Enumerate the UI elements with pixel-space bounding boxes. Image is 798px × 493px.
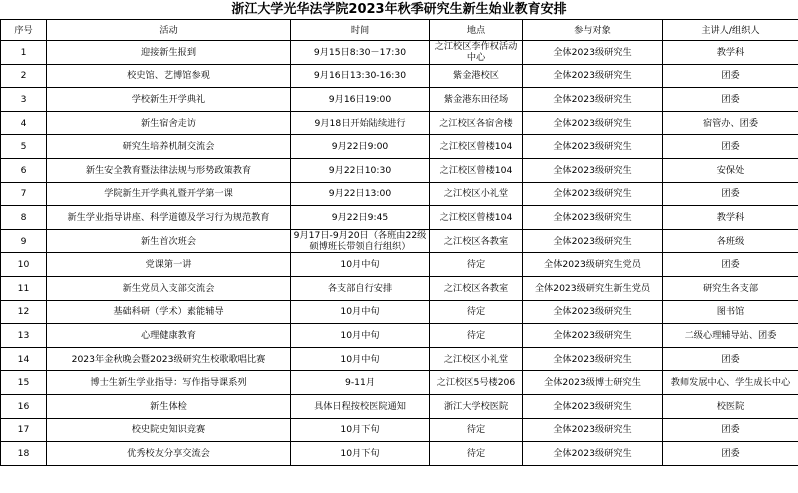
table-row	[1, 347, 798, 371]
header-cell-activity: 活动	[47, 20, 291, 41]
cell-time: 9月16日19:00	[291, 88, 430, 112]
cell-audience: 全体2023级研究生	[523, 182, 663, 206]
cell-activity: 新生首次班会	[47, 229, 291, 253]
table-row	[1, 300, 798, 324]
cell-time: 10月下旬	[291, 442, 430, 466]
cell-organizer: 各班级	[663, 229, 798, 253]
cell-location: 之江校区5号楼206	[430, 371, 523, 395]
cell-location: 待定	[430, 418, 523, 442]
header-cell-audience: 参与对象	[523, 20, 663, 41]
cell-time: 10月下旬	[291, 418, 430, 442]
cell-index: 13	[1, 324, 47, 348]
cell-activity: 优秀校友分享交流会	[47, 442, 291, 466]
cell-organizer: 团委	[663, 135, 798, 159]
cell-audience: 全体2023级研究生	[523, 324, 663, 348]
table-row	[1, 276, 798, 300]
cell-activity: 基础科研（学术）素能辅导	[47, 300, 291, 324]
schedule-table	[0, 19, 798, 466]
cell-audience: 全体2023级研究生	[523, 347, 663, 371]
cell-time: 9月22日13:00	[291, 182, 430, 206]
cell-audience: 全体2023级研究生	[523, 64, 663, 88]
table-row	[1, 253, 798, 277]
table-row	[1, 135, 798, 159]
cell-audience: 全体2023级研究生	[523, 418, 663, 442]
header-cell-time: 时间	[291, 20, 430, 41]
cell-organizer: 团委	[663, 64, 798, 88]
cell-organizer: 团委	[663, 347, 798, 371]
cell-index: 5	[1, 135, 47, 159]
cell-audience: 全体2023级研究生	[523, 206, 663, 230]
table-row	[1, 371, 798, 395]
cell-activity: 党课第一讲	[47, 253, 291, 277]
cell-location: 之江校区小礼堂	[430, 347, 523, 371]
cell-audience: 全体2023级博士研究生	[523, 371, 663, 395]
cell-index: 4	[1, 111, 47, 135]
cell-time: 9月22日10:30	[291, 158, 430, 182]
cell-index: 15	[1, 371, 47, 395]
header-row	[1, 20, 798, 41]
cell-organizer: 图书馆	[663, 300, 798, 324]
cell-activity: 2023年金秋晚会暨2023级研究生校歌歌唱比赛	[47, 347, 291, 371]
cell-location: 之江校区曾楼104	[430, 158, 523, 182]
cell-activity: 博士生新生学业指导：写作指导课系列	[47, 371, 291, 395]
cell-activity: 校史馆、艺博馆参观	[47, 64, 291, 88]
cell-location: 之江校区曾楼104	[430, 135, 523, 159]
cell-activity: 校史院史知识竞赛	[47, 418, 291, 442]
cell-activity: 新生宿舍走访	[47, 111, 291, 135]
cell-location: 紫金港东田径场	[430, 88, 523, 112]
cell-index: 14	[1, 347, 47, 371]
cell-index: 1	[1, 41, 47, 65]
cell-audience: 全体2023级研究生	[523, 111, 663, 135]
table-row	[1, 111, 798, 135]
cell-organizer: 安保处	[663, 158, 798, 182]
cell-time: 9-11月	[291, 371, 430, 395]
cell-activity: 研究生培养机制交流会	[47, 135, 291, 159]
cell-organizer: 教学科	[663, 41, 798, 65]
cell-organizer: 团委	[663, 182, 798, 206]
table-row	[1, 418, 798, 442]
table-body	[1, 20, 798, 466]
cell-index: 8	[1, 206, 47, 230]
table-row	[1, 41, 798, 65]
cell-audience: 全体2023级研究生	[523, 394, 663, 418]
cell-organizer: 团委	[663, 442, 798, 466]
cell-index: 9	[1, 229, 47, 253]
cell-location: 待定	[430, 300, 523, 324]
cell-time: 9月18日开始陆续进行	[291, 111, 430, 135]
cell-time: 10月中旬	[291, 253, 430, 277]
cell-index: 10	[1, 253, 47, 277]
cell-index: 7	[1, 182, 47, 206]
cell-time: 9月17日-9月20日（各班由22级硕博班长带领自行组织）	[291, 229, 430, 253]
cell-time: 9月15日8:30－17:30	[291, 41, 430, 65]
cell-index: 18	[1, 442, 47, 466]
cell-time: 10月中旬	[291, 347, 430, 371]
cell-audience: 全体2023级研究生	[523, 88, 663, 112]
cell-location: 之江校区各宿舍楼	[430, 111, 523, 135]
cell-organizer: 团委	[663, 253, 798, 277]
cell-activity: 迎接新生报到	[47, 41, 291, 65]
cell-time: 10月中旬	[291, 324, 430, 348]
cell-time: 各支部自行安排	[291, 276, 430, 300]
cell-location: 之江校区各教室	[430, 276, 523, 300]
table-row	[1, 229, 798, 253]
cell-time: 9月16日13:30-16:30	[291, 64, 430, 88]
cell-location: 之江校区小礼堂	[430, 182, 523, 206]
table-row	[1, 394, 798, 418]
table-row	[1, 442, 798, 466]
cell-organizer: 团委	[663, 88, 798, 112]
table-row	[1, 158, 798, 182]
header-cell-organizer: 主讲人/组织人	[663, 20, 798, 41]
cell-location: 待定	[430, 442, 523, 466]
cell-index: 6	[1, 158, 47, 182]
cell-organizer: 二级心理辅导站、团委	[663, 324, 798, 348]
cell-audience: 全体2023级研究生	[523, 41, 663, 65]
header-cell-location: 地点	[430, 20, 523, 41]
table-row	[1, 88, 798, 112]
cell-organizer: 宿管办、团委	[663, 111, 798, 135]
cell-index: 12	[1, 300, 47, 324]
cell-organizer: 研究生各支部	[663, 276, 798, 300]
cell-time: 10月中旬	[291, 300, 430, 324]
table-row	[1, 324, 798, 348]
cell-audience: 全体2023级研究生党员	[523, 253, 663, 277]
table-row	[1, 182, 798, 206]
cell-activity: 新生学业指导讲座、科学道德及学习行为规范教育	[47, 206, 291, 230]
cell-organizer: 教学科	[663, 206, 798, 230]
cell-audience: 全体2023级研究生新生党员	[523, 276, 663, 300]
cell-audience: 全体2023级研究生	[523, 158, 663, 182]
cell-location: 待定	[430, 324, 523, 348]
sheet-title: 浙江大学光华法学院2023年秋季研究生新生始业教育安排	[231, 2, 567, 17]
cell-activity: 新生党员入支部交流会	[47, 276, 291, 300]
cell-audience: 全体2023级研究生	[523, 229, 663, 253]
header-cell-index: 序号	[1, 20, 47, 41]
cell-activity: 新生安全教育暨法律法规与形势政策教育	[47, 158, 291, 182]
cell-activity: 心理健康教育	[47, 324, 291, 348]
cell-index: 3	[1, 88, 47, 112]
table-row	[1, 64, 798, 88]
cell-organizer: 校医院	[663, 394, 798, 418]
cell-location: 之江校区曾楼104	[430, 206, 523, 230]
cell-time: 9月22日9:00	[291, 135, 430, 159]
cell-index: 11	[1, 276, 47, 300]
table-row	[1, 206, 798, 230]
cell-time: 9月22日9:45	[291, 206, 430, 230]
cell-audience: 全体2023级研究生	[523, 135, 663, 159]
cell-index: 2	[1, 64, 47, 88]
cell-activity: 学院新生开学典礼暨开学第一课	[47, 182, 291, 206]
cell-location: 之江校区李作权活动中心	[430, 41, 523, 65]
cell-time: 具体日程按校医院通知	[291, 394, 430, 418]
cell-activity: 学校新生开学典礼	[47, 88, 291, 112]
cell-audience: 全体2023级研究生	[523, 300, 663, 324]
cell-index: 17	[1, 418, 47, 442]
cell-activity: 新生体检	[47, 394, 291, 418]
cell-location: 浙江大学校医院	[430, 394, 523, 418]
cell-organizer: 团委	[663, 418, 798, 442]
cell-location: 紫金港校区	[430, 64, 523, 88]
cell-location: 待定	[430, 253, 523, 277]
cell-audience: 全体2023级研究生	[523, 442, 663, 466]
cell-index: 16	[1, 394, 47, 418]
cell-location: 之江校区各教室	[430, 229, 523, 253]
cell-organizer: 教师发展中心、学生成长中心	[663, 371, 798, 395]
